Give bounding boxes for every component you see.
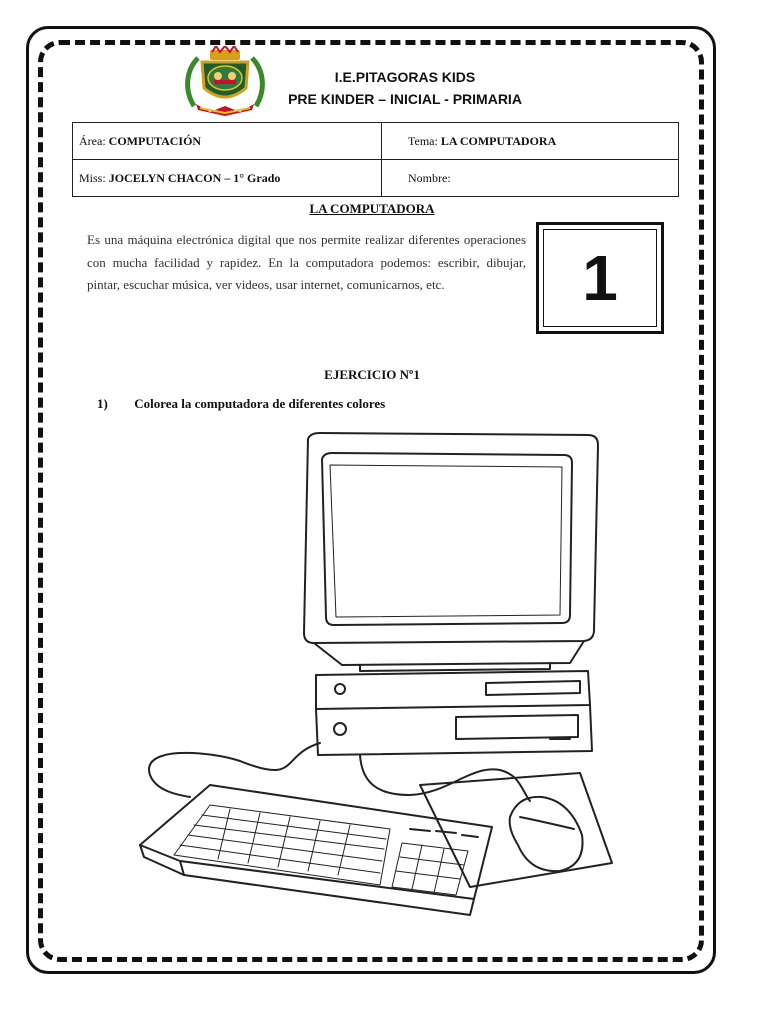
school-crest-logo (182, 46, 268, 118)
intro-paragraph: Es una máquina electrónica digital que nos permite realizar diferentes operaciones con mucha facilidad y rapidez. En la computadora podemos: escribir, dibujar, pintar, escuchar música, ver videos, usar internet, comunicarnos, etc. (87, 232, 526, 292)
name-cell[interactable] (382, 160, 679, 197)
computer-coloring-illustration (130, 425, 620, 950)
area-cell (73, 123, 382, 160)
name-label: Nombre: (408, 170, 451, 185)
topic-value: LA COMPUTADORA (440, 133, 557, 148)
teacher-cell (73, 160, 382, 197)
question-1 (97, 396, 385, 412)
school-name: I.E.PITAGORAS KIDS (334, 69, 476, 85)
question-text: Colorea la computadora de diferentes colores (134, 396, 386, 411)
exercise-title: EJERCICIO Nº1 (324, 367, 420, 382)
mouse-drawing (510, 797, 583, 871)
cpu-drawing (316, 671, 592, 755)
info-row-area (73, 123, 679, 160)
keyboard-drawing (140, 785, 492, 915)
teacher-label: Miss: (79, 170, 106, 185)
teacher-value: JOCELYN CHACON – 1° Grado (108, 170, 281, 185)
info-table (72, 122, 679, 197)
topic-cell (382, 123, 679, 160)
info-row-teacher (73, 160, 679, 197)
section-title: LA COMPUTADORA (309, 201, 435, 216)
school-title (270, 66, 540, 110)
page-number: 1 (543, 229, 657, 327)
area-label: Área: (79, 133, 106, 148)
question-number: 1) (97, 396, 108, 411)
page-number-box (536, 222, 664, 334)
area-value: COMPUTACIÓN (108, 133, 202, 148)
school-levels: PRE KINDER – INICIAL - PRIMARIA (288, 91, 522, 107)
topic-label: Tema: (408, 133, 438, 148)
monitor-drawing (304, 433, 598, 671)
